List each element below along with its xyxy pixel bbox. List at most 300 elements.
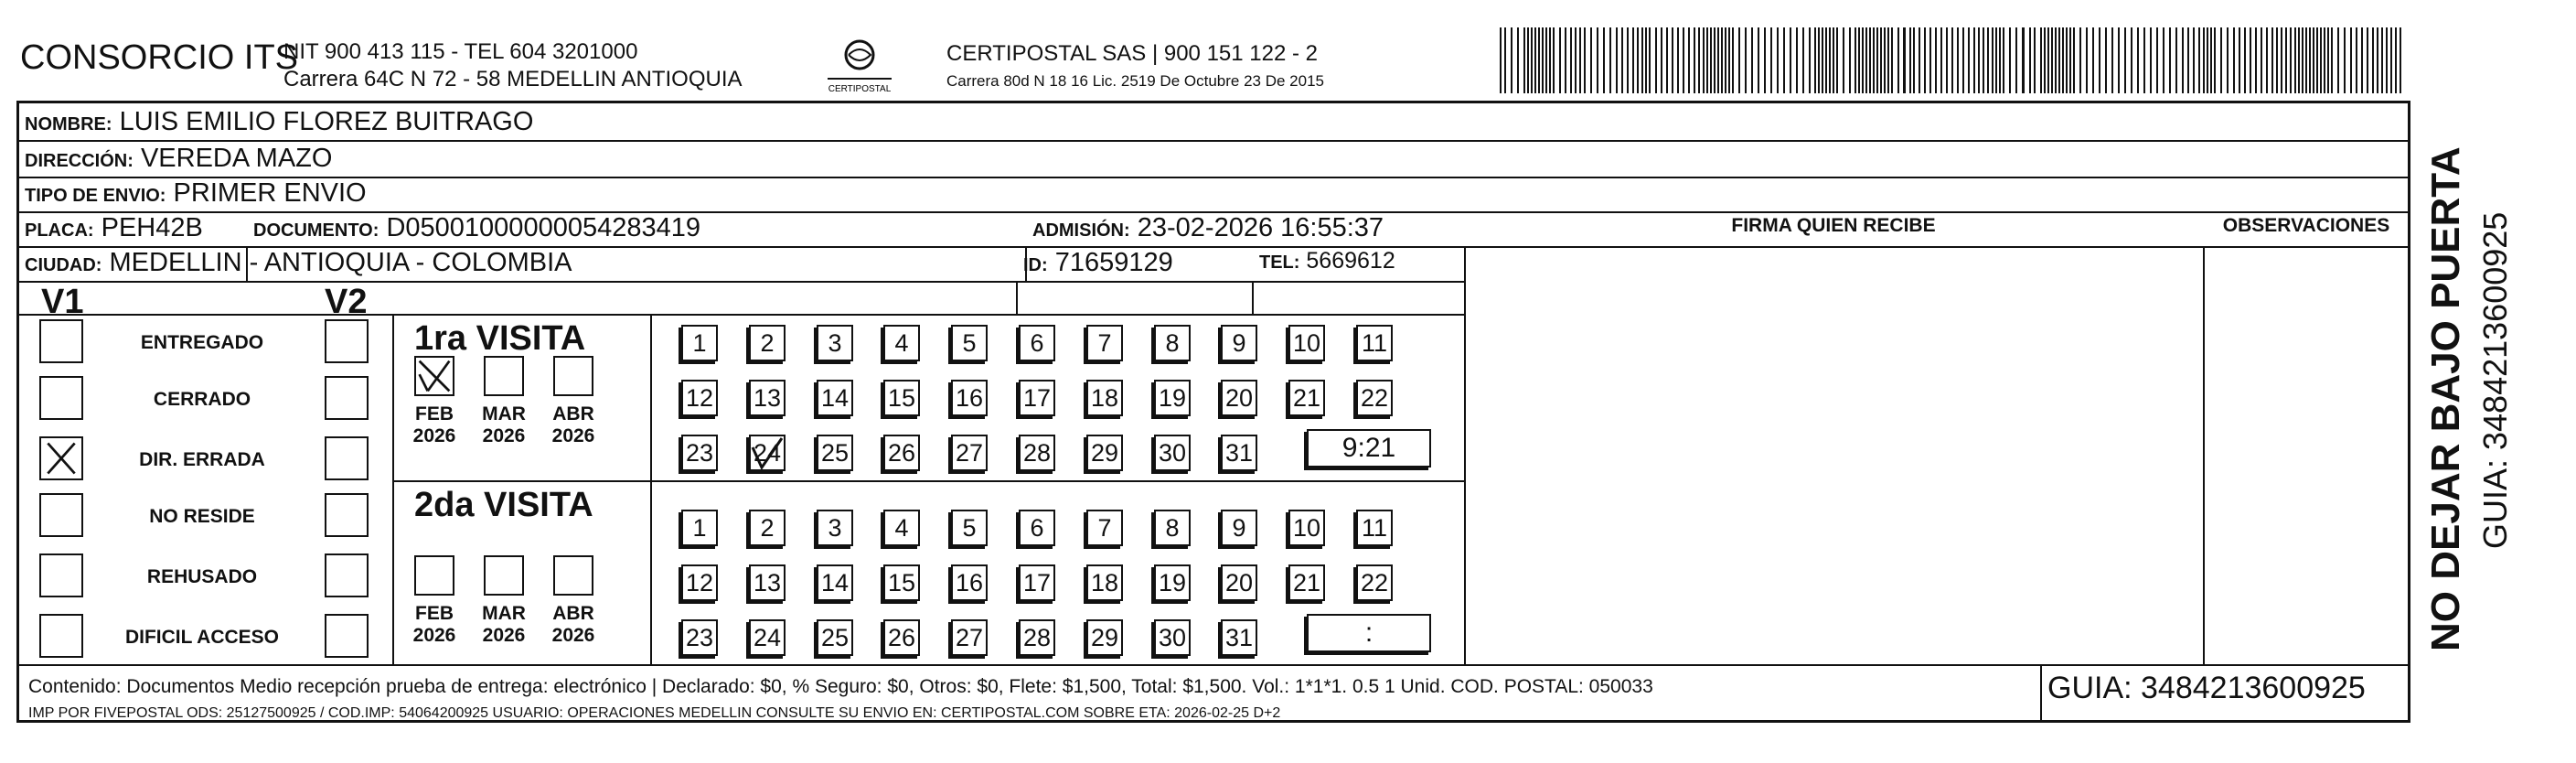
barcode-bar [1995, 27, 1997, 93]
v2-checkbox[interactable] [325, 614, 369, 658]
day-box[interactable]: 17 [1019, 380, 1055, 416]
barcode-bar [1531, 27, 1533, 93]
barcode-bar [1983, 27, 1984, 93]
barcode-bar [1783, 27, 1785, 93]
barcode-bar [1924, 27, 1926, 93]
day-box[interactable]: 9 [1221, 325, 1257, 361]
barcode-bar [2309, 27, 2311, 93]
barcode-bar [1814, 27, 1816, 93]
barcode-bar [1584, 27, 1586, 93]
barcode-bar [2250, 27, 2251, 93]
barcode-bar [1745, 27, 1747, 93]
barcode-bar [2381, 27, 2383, 93]
footer-print-info: IMP POR FIVEPOSTAL ODS: 25127500925 / COD.IMP: 54064200925 USUARIO: OPERACIONES MEDELLIN CONSULTE SU ENVIO EN: CERTIPOSTAL.COM SOBRE ETA: 2026-02-25 D+2 [28, 705, 1281, 721]
barcode-bar [1897, 27, 1899, 93]
rule [2203, 246, 2205, 665]
rule [19, 177, 2408, 178]
barcode-bar [1672, 27, 1673, 93]
v2-checkbox[interactable] [325, 436, 369, 480]
barcode-bar [1880, 27, 1882, 93]
guia-number: GUIA: 3484213600925 [2047, 671, 2366, 705]
status-label: DIFICIL ACCESO [124, 627, 279, 648]
barcode-bar [1698, 27, 1700, 93]
barcode-bar [2051, 27, 2053, 93]
barcode-bar [2058, 27, 2060, 93]
barcode-bar [2386, 27, 2388, 93]
day-box[interactable]: 11 [1356, 325, 1393, 361]
barcode-bar [1946, 27, 1948, 93]
barcode-bar [1710, 27, 1712, 93]
rule [2040, 664, 2042, 723]
day-box[interactable]: 6 [1019, 510, 1055, 546]
barcode-bar [1637, 27, 1639, 93]
day-box[interactable]: 21 [1288, 380, 1325, 416]
barcode-bar [1511, 27, 1512, 93]
barcode-bar [2214, 27, 2216, 93]
day-box[interactable]: 23 [681, 619, 718, 656]
v1-checkbox[interactable] [39, 493, 83, 537]
company-name: CONSORCIO ITS [20, 38, 299, 77]
barcode-bar [1758, 27, 1759, 93]
barcode-bar [1887, 27, 1889, 93]
barcode-bar [2290, 27, 2292, 93]
barcode-bar [1909, 27, 1911, 93]
barcode-bar [2207, 27, 2208, 93]
barcode-bar [2163, 27, 2164, 93]
day-box[interactable]: 4 [883, 325, 920, 361]
barcode-bar [2029, 27, 2031, 93]
direccion-field [25, 144, 332, 174]
direccion-label: DIRECCIÓN: [25, 151, 134, 171]
barcode-bar [2111, 27, 2113, 93]
day-box[interactable]: 23 [681, 435, 718, 471]
v1-checkbox[interactable] [39, 376, 83, 420]
visita1-title: 1ra VISITA [414, 319, 586, 358]
barcode-bar [2069, 27, 2071, 93]
barcode-bar [1579, 27, 1581, 93]
barcode-bar [1869, 27, 1871, 93]
barcode-bar [2337, 27, 2339, 93]
barcode-bar [1968, 27, 1970, 93]
barcode-bar [2316, 27, 2318, 93]
barcode-bar [2003, 27, 2004, 93]
barcode-bar [2261, 27, 2262, 93]
barcode-bar [2137, 27, 2139, 93]
day-box[interactable]: 12 [681, 564, 718, 601]
tel-field [1259, 248, 1395, 274]
barcode-bar [1999, 27, 2001, 93]
day-box[interactable]: 10 [1288, 325, 1325, 361]
day-box[interactable]: 28 [1019, 619, 1055, 656]
day-box[interactable]: 15 [883, 380, 920, 416]
day-box[interactable]: 8 [1154, 325, 1191, 361]
month-checkbox[interactable] [553, 356, 593, 396]
month-name: ABR [552, 603, 594, 624]
day-box[interactable]: 6 [1019, 325, 1055, 361]
side-guia: GUIA: 3484213600925 [2476, 211, 2514, 549]
barcode-bar [1527, 27, 1529, 93]
barcode-bar [1929, 27, 1931, 93]
day-box[interactable]: 18 [1086, 380, 1123, 416]
barcode-bar [2320, 27, 2322, 93]
day-box[interactable]: 13 [749, 380, 786, 416]
barcode-bar [2210, 27, 2212, 93]
day-box[interactable]: 16 [951, 564, 988, 601]
month-year: 2026 [412, 425, 456, 446]
day-box[interactable]: 31 [1221, 619, 1257, 656]
rule [392, 314, 394, 664]
month-name: FEB [415, 403, 454, 424]
barcode-bar [1825, 27, 1827, 93]
company-info [283, 38, 743, 93]
barcode-bar [1843, 27, 1844, 93]
status-label: REHUSADO [146, 566, 258, 587]
rule [1252, 281, 1254, 314]
month-year: 2026 [551, 625, 595, 646]
barcode-bar [1913, 27, 1915, 93]
barcode-bar [2367, 27, 2368, 93]
ciudad-label: CIUDAD: [25, 255, 102, 275]
barcode-bar [2044, 27, 2046, 93]
barcode-bar [1677, 27, 1679, 93]
v2-checkbox[interactable] [325, 376, 369, 420]
barcode-bar [1703, 27, 1705, 93]
day-box[interactable]: 27 [951, 619, 988, 656]
barcode-bar [1549, 27, 1551, 93]
barcode-bar [2244, 27, 2246, 93]
barcode-bar [1809, 27, 1811, 93]
barcode-bar [1553, 27, 1555, 93]
barcode-bar [2305, 27, 2307, 93]
certipostal-info [946, 40, 1324, 95]
day-box[interactable]: 9 [1221, 510, 1257, 546]
month-name: MAR [482, 603, 526, 624]
barcode-bar [1627, 27, 1629, 93]
status-label: ENTREGADO [140, 332, 264, 353]
barcode-bar [1721, 27, 1723, 93]
barcode-bar [2143, 27, 2145, 93]
day-box[interactable]: 26 [883, 435, 920, 471]
id-value: 71659129 [1054, 248, 1173, 277]
v2-checkbox[interactable] [325, 493, 369, 537]
documento-label: DOCUMENTO: [253, 220, 379, 241]
barcode-bar [1802, 27, 1804, 93]
guide-form [16, 101, 2410, 723]
rule [19, 664, 2408, 666]
v1-checkbox[interactable] [39, 436, 83, 480]
barcode-bar [1891, 27, 1893, 93]
day-box[interactable]: 25 [817, 435, 853, 471]
barcode-bar [1523, 27, 1525, 93]
day-box[interactable]: 1 [681, 325, 718, 361]
placa-field [25, 213, 203, 243]
barcode-bar [2047, 27, 2049, 93]
month-checkbox[interactable] [553, 555, 593, 596]
barcode-bar [1940, 27, 1942, 93]
barcode-bar [2175, 27, 2177, 93]
barcode-bar [2313, 27, 2314, 93]
day-box[interactable]: 25 [817, 619, 853, 656]
day-box[interactable]: 3 [817, 325, 853, 361]
barcode-bar [1829, 27, 1831, 93]
month-checkbox[interactable] [414, 555, 454, 596]
day-box[interactable]: 11 [1356, 510, 1393, 546]
month-checkbox[interactable] [414, 356, 454, 396]
barcode-bar [2022, 27, 2025, 93]
day-box[interactable]: 24 [749, 619, 786, 656]
barcode-bar [2400, 27, 2401, 93]
barcode-bar [2066, 27, 2068, 93]
barcode-bar [1649, 27, 1651, 93]
day-box[interactable]: 17 [1019, 564, 1055, 601]
day-box[interactable]: 19 [1154, 380, 1191, 416]
day-box[interactable]: 16 [951, 380, 988, 416]
barcode-bar [1732, 27, 1734, 93]
id-label: ID: [1023, 255, 1048, 275]
barcode-bar [2344, 27, 2346, 93]
month-label [546, 603, 601, 647]
barcode-bar [1855, 27, 1856, 93]
rule [394, 480, 1464, 482]
barcode-bar [2015, 27, 2017, 93]
status-label: CERRADO [153, 389, 251, 410]
day-box[interactable]: 4 [883, 510, 920, 546]
barcode-bar [2271, 27, 2273, 93]
ciudad-value: MEDELLIN - ANTIOQUIA - COLOMBIA [109, 248, 572, 277]
day-box[interactable]: 29 [1086, 619, 1123, 656]
barcode-bar [2086, 27, 2088, 93]
barcode-bar [1728, 27, 1730, 93]
barcode-bar [2350, 27, 2352, 93]
barcode-bar [1790, 27, 1791, 93]
barcode-bar [2266, 27, 2268, 93]
barcode-bar [2331, 27, 2333, 93]
day-box[interactable]: 7 [1086, 510, 1123, 546]
barcode-bar [2233, 27, 2235, 93]
barcode [1500, 27, 2405, 93]
v2-checkbox[interactable] [325, 319, 369, 363]
barcode-bar [1818, 27, 1820, 93]
barcode-bar [1978, 27, 1980, 93]
barcode-bar [2169, 27, 2171, 93]
day-box[interactable]: 28 [1019, 435, 1055, 471]
barcode-bar [2156, 27, 2158, 93]
barcode-bar [1738, 27, 1740, 93]
day-box[interactable]: 31 [1221, 435, 1257, 471]
barcode-bar [2203, 27, 2205, 93]
day-box[interactable]: 5 [951, 510, 988, 546]
barcode-bar [2302, 27, 2303, 93]
barcode-bar [2220, 27, 2222, 93]
day-box[interactable]: 22 [1356, 564, 1393, 601]
nombre-field [25, 107, 533, 137]
barcode-bar [2361, 27, 2363, 93]
barcode-bar [1962, 27, 1964, 93]
month-year: 2026 [482, 425, 526, 446]
barcode-bar [2395, 27, 2397, 93]
day-box[interactable]: 1 [681, 510, 718, 546]
barcode-bar [1534, 27, 1536, 93]
barcode-bar [1714, 27, 1716, 93]
day-box[interactable]: 12 [681, 380, 718, 416]
rule [19, 140, 2408, 142]
v1-checkbox[interactable] [39, 614, 83, 658]
barcode-bar [1538, 27, 1540, 93]
firma-header: FIRMA QUIEN RECIBE [1731, 215, 1936, 236]
admision-field [1032, 213, 1384, 243]
rule [650, 314, 652, 664]
barcode-bar [1683, 27, 1684, 93]
ciudad-field [25, 248, 572, 278]
footer-content: Contenido: Documentos Medio recepción prueba de entrega: electrónico | Declarado: $0, % Seguro: $0, Otros: $0, Flete: $1,500, Total: $1,500. Vol.: 1*1*1. 0.5 1 Unid. COD. POSTAL: 050033 [28, 676, 1653, 697]
tipo-field [25, 178, 367, 209]
barcode-bar [1632, 27, 1634, 93]
barcode-bar [2390, 27, 2392, 93]
barcode-bar [1992, 27, 1993, 93]
barcode-bar [1873, 27, 1875, 93]
observaciones-header: OBSERVACIONES [2222, 215, 2390, 236]
nombre-value: LUIS EMILIO FLOREZ BUITRAGO [119, 107, 534, 136]
day-box[interactable]: 15 [883, 564, 920, 601]
barcode-bar [1517, 27, 1519, 93]
barcode-bar [2294, 27, 2296, 93]
day-box[interactable]: 26 [883, 619, 920, 656]
day-box[interactable]: 10 [1288, 510, 1325, 546]
rule [1016, 281, 1018, 314]
certipostal-name: CERTIPOSTAL SAS | 900 151 122 - 2 [946, 41, 1318, 66]
day-box[interactable]: 20 [1221, 564, 1257, 601]
rule [19, 314, 1464, 316]
barcode-bar [2356, 27, 2357, 93]
barcode-bar [1609, 27, 1611, 93]
barcode-bar [1717, 27, 1719, 93]
month-checkbox[interactable] [484, 356, 524, 396]
rule [19, 281, 1464, 283]
status-label: NO RESIDE [149, 506, 255, 527]
barcode-bar [1603, 27, 1605, 93]
barcode-bar [1661, 27, 1662, 93]
day-box[interactable]: 30 [1154, 435, 1191, 471]
v1-header: V1 [41, 283, 84, 321]
barcode-bar [1987, 27, 1989, 93]
barcode-bar [2276, 27, 2278, 93]
certipostal-license: Carrera 80d N 18 16 Lic. 2519 De Octubre 23 De 2015 [946, 72, 1324, 90]
barcode-bar [1862, 27, 1864, 93]
day-box[interactable]: 8 [1154, 510, 1191, 546]
day-box[interactable]: 22 [1356, 380, 1393, 416]
day-box[interactable]: 19 [1154, 564, 1191, 601]
barcode-bar [1621, 27, 1623, 93]
day-box[interactable]: 21 [1288, 564, 1325, 601]
placa-value: PEH42B [101, 213, 203, 242]
barcode-bar [1951, 27, 1953, 93]
tipo-value: PRIMER ENVIO [173, 178, 367, 208]
rule [1464, 246, 1466, 665]
barcode-bar [1590, 27, 1592, 93]
barcode-bar [1935, 27, 1937, 93]
barcode-bar [1858, 27, 1860, 93]
day-box[interactable]: 5 [951, 325, 988, 361]
barcode-bar [2372, 27, 2374, 93]
side-warning: NO DEJAR BAJO PUERTA [2423, 146, 2468, 651]
status-label: DIR. ERRADA [139, 449, 265, 470]
month-name: FEB [415, 603, 454, 624]
barcode-bar [2105, 27, 2107, 93]
barcode-bar [1655, 27, 1657, 93]
documento-field [253, 213, 700, 243]
barcode-bar [1876, 27, 1878, 93]
barcode-bar [1645, 27, 1647, 93]
barcode-bar [1836, 27, 1838, 93]
day-box[interactable]: 2 [749, 510, 786, 546]
barcode-bar [1865, 27, 1867, 93]
logo-text: CERTIPOSTAL [828, 84, 892, 94]
day-box[interactable]: 18 [1086, 564, 1123, 601]
barcode-bar [2182, 27, 2184, 93]
barcode-bar [1500, 27, 1502, 93]
barcode-bar [1764, 27, 1766, 93]
barcode-bar [2099, 27, 2100, 93]
barcode-bar [1545, 27, 1547, 93]
barcode-bar [2377, 27, 2378, 93]
day-box[interactable]: 20 [1221, 380, 1257, 416]
v2-header: V2 [325, 283, 368, 321]
company-address: Carrera 64C N 72 - 58 MEDELLIN ANTIOQUIA [283, 67, 743, 91]
day-box[interactable]: 24 [749, 435, 786, 471]
day-box[interactable]: 30 [1154, 619, 1191, 656]
month-name: ABR [552, 403, 594, 424]
day-box[interactable]: 27 [951, 435, 988, 471]
barcode-bar [2324, 27, 2325, 93]
barcode-bar [1504, 27, 1506, 93]
barcode-bar [2298, 27, 2300, 93]
nombre-label: NOMBRE: [25, 114, 112, 134]
barcode-bar [1973, 27, 1975, 93]
day-box[interactable]: 13 [749, 564, 786, 601]
month-checkbox[interactable] [484, 555, 524, 596]
v1-checkbox[interactable] [39, 319, 83, 363]
barcode-bar [1796, 27, 1798, 93]
barcode-bar [1641, 27, 1643, 93]
day-box[interactable]: 2 [749, 325, 786, 361]
day-box[interactable]: 14 [817, 380, 853, 416]
barcode-bar [2227, 27, 2229, 93]
barcode-bar [1575, 27, 1577, 93]
day-box[interactable]: 3 [817, 510, 853, 546]
company-nit: NIT 900 413 115 - TEL 604 3201000 [283, 39, 638, 64]
barcode-bar [2285, 27, 2287, 93]
barcode-bar [2131, 27, 2132, 93]
certipostal-logo [818, 37, 901, 97]
barcode-bar [1565, 27, 1566, 93]
day-box[interactable]: 14 [817, 564, 853, 601]
tipo-label: TIPO DE ENVIO: [25, 186, 166, 206]
barcode-bar [1751, 27, 1753, 93]
barcode-bar [1884, 27, 1886, 93]
barcode-bar [2187, 27, 2189, 93]
barcode-bar [1849, 27, 1851, 93]
day-box[interactable]: 29 [1086, 435, 1123, 471]
v1-checkbox[interactable] [39, 553, 83, 597]
barcode-bar [2327, 27, 2329, 93]
v2-checkbox[interactable] [325, 553, 369, 597]
barcode-bar [2055, 27, 2057, 93]
barcode-bar [2009, 27, 2011, 93]
barcode-bar [2239, 27, 2240, 93]
barcode-bar [1666, 27, 1668, 93]
day-box[interactable]: 7 [1086, 325, 1123, 361]
barcode-bar [1706, 27, 1708, 93]
